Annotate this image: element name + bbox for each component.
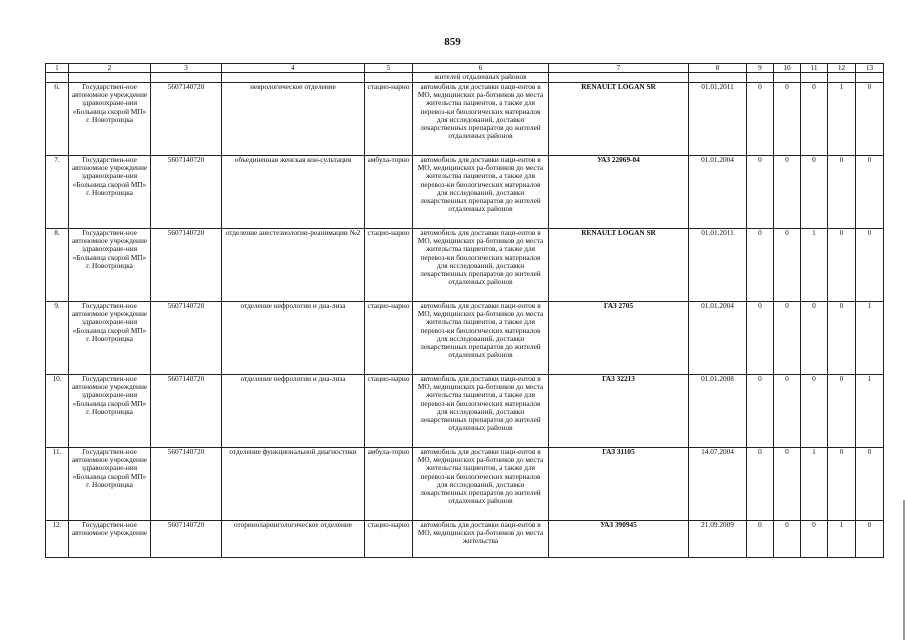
row-number-cell: 10. — [46, 375, 69, 448]
count-cell: 0 — [747, 448, 774, 521]
count-cell: 1 — [828, 521, 856, 558]
count-cell: 1 — [801, 448, 828, 521]
table-row — [46, 156, 884, 229]
department-cell: отделение нефрологии и диа-лиза — [222, 302, 365, 375]
row-number-cell: 7. — [46, 156, 69, 229]
column-header: 12 — [828, 64, 856, 73]
count-cell: 0 — [828, 448, 856, 521]
purpose-cell: автомобиль для доставки паци-ентов в МО, медицинских ра-ботников до места жительства пациентов, а также для перевоз-ки биологических материалов для исследований, доставки лекарственных препаратов до жителей отдаленных районов — [413, 448, 549, 521]
inn-cell: 5607140720 — [151, 156, 222, 229]
count-cell: 0 — [801, 83, 828, 156]
department-cell: оториноларингологическое отделение — [222, 521, 365, 558]
organization-cell: Государствен-ное автономное учреждение здравоохране-ния «Больница скорой МП» г. Новотроицка — [69, 229, 151, 302]
count-cell: 1 — [856, 302, 884, 375]
department-cell: отделение нефрологии и диа-лиза — [222, 375, 365, 448]
vehicle-model-cell: ГАЗ 32213 — [549, 375, 689, 448]
continued-row — [46, 73, 884, 83]
vehicle-model-cell: ГАЗ 31105 — [549, 448, 689, 521]
count-cell: 0 — [828, 302, 856, 375]
count-cell: 0 — [801, 156, 828, 229]
count-cell: 1 — [801, 229, 828, 302]
count-cell: 0 — [801, 521, 828, 558]
count-cell: 0 — [774, 156, 801, 229]
table-row — [46, 448, 884, 521]
column-header: 7 — [549, 64, 689, 73]
column-number-row — [46, 64, 884, 73]
purpose-cell: автомобиль для доставки паци-ентов в МО, медицинских ра-ботников до места жительства пациентов, а также для перевоз-ки биологических материалов для исследований, доставки лекарственных препаратов до жителей отдаленных районов — [413, 229, 549, 302]
column-header: 2 — [69, 64, 151, 73]
table-row — [46, 375, 884, 448]
count-cell: 0 — [747, 83, 774, 156]
organization-cell: Государствен-ное автономное учреждение здравоохране-ния «Больница скорой МП» г. Новотроицка — [69, 302, 151, 375]
table-row — [46, 83, 884, 156]
count-cell: 0 — [774, 229, 801, 302]
column-header: 11 — [801, 64, 828, 73]
care-type-cell: стацио-нарно — [365, 302, 413, 375]
count-cell: 0 — [856, 156, 884, 229]
count-cell: 0 — [801, 375, 828, 448]
date-cell: 01.01.2011 — [689, 83, 747, 156]
purpose-cell: автомобиль для доставки паци-ентов в МО, медицинских ра-ботников до места жительства пациентов, а также для перевоз-ки биологических материалов для исследований, доставки лекарственных препаратов до жителей отдаленных районов — [413, 156, 549, 229]
date-cell: 01.01.2008 — [689, 375, 747, 448]
care-type-cell: амбула-торно — [365, 156, 413, 229]
inn-cell: 5607140720 — [151, 521, 222, 558]
count-cell: 0 — [747, 521, 774, 558]
organization-cell: Государствен-ное автономное учреждение здравоохране-ния «Больница скорой МП» г. Новотроицка — [69, 83, 151, 156]
column-header: 8 — [689, 64, 747, 73]
department-cell: отделение анестезиологии-реанимации №2 — [222, 229, 365, 302]
count-cell: 0 — [747, 302, 774, 375]
row-number-cell: 12. — [46, 521, 69, 558]
count-cell: 0 — [856, 448, 884, 521]
inn-cell: 5607140720 — [151, 302, 222, 375]
inn-cell: 5607140720 — [151, 83, 222, 156]
count-cell: 0 — [747, 156, 774, 229]
inn-cell: 5607140720 — [151, 229, 222, 302]
column-header: 9 — [747, 64, 774, 73]
inn-cell: 5607140720 — [151, 375, 222, 448]
count-cell: 0 — [801, 302, 828, 375]
care-type-cell: стацио-нарно — [365, 375, 413, 448]
department-cell: отделение функциональной диагностики — [222, 448, 365, 521]
column-header: 1 — [46, 64, 69, 73]
organization-cell: Государствен-ное автономное учреждение здравоохране-ния «Больница скорой МП» г. Новотроицка — [69, 375, 151, 448]
department-cell: объединенная женская кон-сультация — [222, 156, 365, 229]
count-cell: 0 — [828, 156, 856, 229]
table-row — [46, 521, 884, 558]
department-cell: неврологическое отделение — [222, 83, 365, 156]
row-number-cell: 9. — [46, 302, 69, 375]
vehicle-model-cell: RENAULT LOGAN SR — [549, 229, 689, 302]
vehicle-model-cell: УАЗ 22069-04 — [549, 156, 689, 229]
date-cell: 01.01.2004 — [689, 302, 747, 375]
count-cell: 0 — [774, 375, 801, 448]
count-cell: 0 — [747, 229, 774, 302]
count-cell: 1 — [856, 375, 884, 448]
purpose-cell: автомобиль для доставки паци-ентов в МО, медицинских ра-ботников до места жительства пациентов, а также для перевоз-ки биологических материалов для исследований, доставки лекарственных препаратов до жителей отдаленных районов — [413, 83, 549, 156]
column-header: 4 — [222, 64, 365, 73]
vehicle-model-cell: УАЗ 390945 — [549, 521, 689, 558]
date-cell: 01.01.2011 — [689, 229, 747, 302]
count-cell: 0 — [774, 521, 801, 558]
count-cell: 0 — [856, 229, 884, 302]
date-cell: 14.07.2004 — [689, 448, 747, 521]
column-header: 6 — [413, 64, 549, 73]
care-type-cell: стацио-нарно — [365, 521, 413, 558]
row-number-cell: 8. — [46, 229, 69, 302]
vehicle-model-cell: RENAULT LOGAN SR — [549, 83, 689, 156]
table-row — [46, 302, 884, 375]
purpose-cell: автомобиль для доставки паци-ентов в МО, медицинских ра-ботников до места жительства — [413, 521, 549, 558]
date-cell: 01.01.2004 — [689, 156, 747, 229]
count-cell: 0 — [828, 375, 856, 448]
inn-cell: 5607140720 — [151, 448, 222, 521]
count-cell: 0 — [856, 83, 884, 156]
date-cell: 21.09.2009 — [689, 521, 747, 558]
table-row — [46, 229, 884, 302]
row-number-cell: 6. — [46, 83, 69, 156]
vehicle-registry-table — [45, 63, 884, 558]
vehicle-model-cell: ГАЗ 2705 — [549, 302, 689, 375]
column-header: 13 — [856, 64, 884, 73]
count-cell: 0 — [774, 302, 801, 375]
row-number-cell: 11. — [46, 448, 69, 521]
purpose-cell: автомобиль для доставки паци-ентов в МО, медицинских ра-ботников до места жительства пациентов, а также для перевоз-ки биологических материалов для исследований, доставки лекарственных препаратов до жителей отдаленных районов — [413, 302, 549, 375]
count-cell: 0 — [774, 83, 801, 156]
column-header: 3 — [151, 64, 222, 73]
count-cell: 0 — [774, 448, 801, 521]
page-number: 859 — [444, 36, 461, 48]
count-cell: 0 — [747, 375, 774, 448]
column-header: 5 — [365, 64, 413, 73]
organization-cell: Государствен-ное автономное учреждение — [69, 521, 151, 558]
count-cell: 1 — [828, 83, 856, 156]
organization-cell: Государствен-ное автономное учреждение здравоохране-ния «Больница скорой МП» г. Новотроицка — [69, 156, 151, 229]
organization-cell: Государствен-ное автономное учреждение здравоохране-ния «Больница скорой МП» г. Новотроицка — [69, 448, 151, 521]
purpose-cell: жителей отдаленных районов — [413, 73, 549, 83]
care-type-cell: стацио-нарно — [365, 229, 413, 302]
column-header: 10 — [774, 64, 801, 73]
care-type-cell: стацио-нарно — [365, 83, 413, 156]
count-cell: 0 — [828, 229, 856, 302]
care-type-cell: амбула-торно — [365, 448, 413, 521]
purpose-cell: автомобиль для доставки паци-ентов в МО, медицинских ра-ботников до места жительства пациентов, а также для перевоз-ки биологических материалов для исследований, доставки лекарственных препаратов до жителей отдаленных районов — [413, 375, 549, 448]
count-cell: 0 — [856, 521, 884, 558]
